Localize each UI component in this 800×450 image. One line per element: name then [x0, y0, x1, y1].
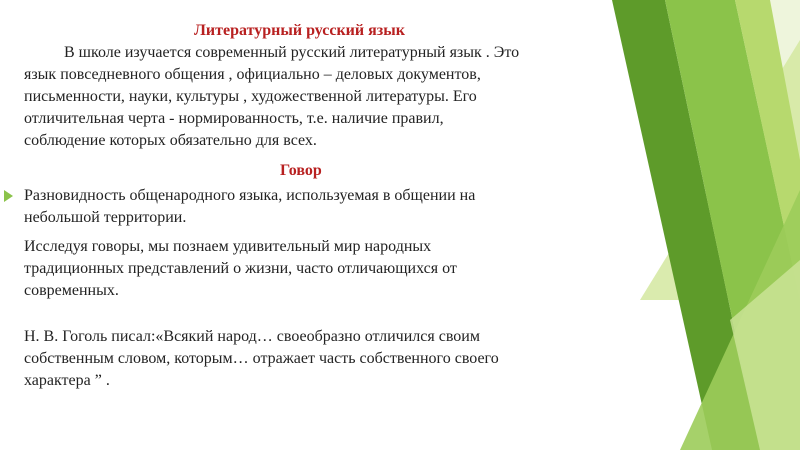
text-line: В школе изучается современный русский литературный язык . Это — [64, 44, 520, 61]
text-line: небольшой территории. — [24, 209, 187, 226]
paragraph-dialect-study — [24, 236, 644, 302]
text-line: традиционных представлений о жизни, часто отличающихся от — [24, 260, 457, 277]
text-line: язык повседневного общения , официально – деловых документов, — [24, 66, 481, 83]
paragraph-gogol-quote — [24, 326, 644, 392]
paragraph-dialect-definition — [24, 185, 644, 229]
text-line: Н. В. Гоголь писал:«Всякий народ… своеобразно отличился своим — [24, 328, 480, 345]
heading-dialect: Говор — [280, 162, 322, 179]
text-line: письменности, науки, культуры , художественной литературы. Его — [24, 88, 477, 105]
heading-literary-language: Литературный русский язык — [194, 22, 405, 39]
text-line: Исследуя говоры, мы познаем удивительный мир народных — [24, 238, 432, 255]
text-line: современных. — [24, 282, 119, 299]
text-line: соблюдение которых обязательно для всех. — [24, 132, 317, 149]
paragraph-literary-language — [24, 42, 644, 152]
text-line: характера ” . — [24, 372, 110, 389]
text-line: собственным словом, которым… отражает часть собственного своего — [24, 350, 499, 367]
text-line: отличительная черта - нормированность, т.е. наличие правил, — [24, 110, 444, 127]
green-arrow-bullet-icon — [4, 190, 13, 202]
text-line: Разновидность общенародного языка, используемая в общении на — [24, 187, 476, 204]
